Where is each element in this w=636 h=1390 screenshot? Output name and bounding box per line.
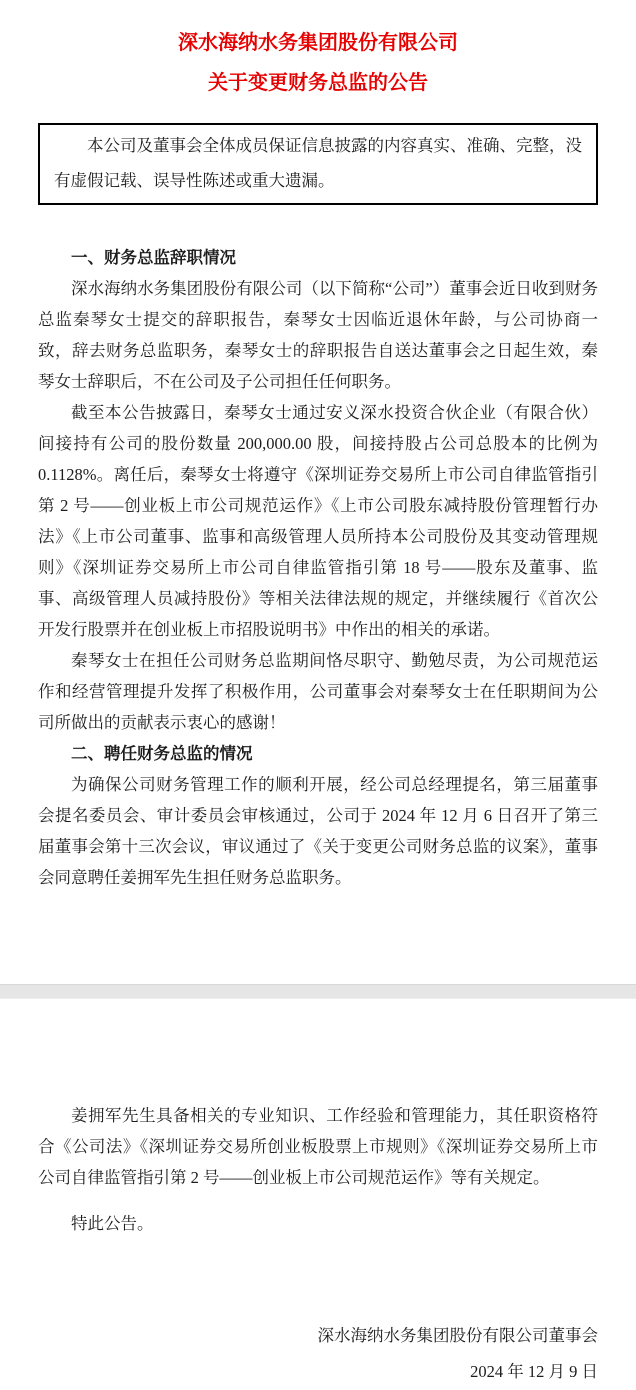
closing-statement: 特此公告。 [71,1214,154,1233]
board-signature: 深水海纳水务集团股份有限公司董事会 [317,1326,598,1345]
qualification-paragraph: 姜拥军先生具备相关的专业知识、工作经验和管理能力，其任职资格符合《公司法》《深圳证券交易所创业板股票上市规则》《深圳证券交易所上市公司自律监管指引第 2 号——创业板上市公司规范运作》等有关规定。 [38,1106,598,1187]
disclaimer-text: 本公司及董事会全体成员保证信息披露的内容真实、准确、完整，没有虚假记载、误导性陈述或重大遗漏。 [54,136,582,190]
section-2-paragraph-1: 为确保公司财务管理工作的顺利开展，经公司总经理提名，第三届董事会提名委员会、审计委员会审核通过，公司于 2024 年 12 月 6 日召开了第三届董事会第十三次会议，审议通过了《关于变更公司财务总监的议案》，董事会同意聘任姜拥军先生担任财务总监职务。 [38,775,598,887]
section-1-heading: 一、财务总监辞职情况 [71,248,236,267]
section-1-paragraph-1: 深水海纳水务集团股份有限公司（以下简称“公司”）董事会近日收到财务总监秦琴女士提交的辞职报告，秦琴女士因临近退休年龄，与公司协商一致，辞去财务总监职务，秦琴女士的辞职报告自送达董事会之日起生效，秦琴女士辞职后，不在公司及子公司担任任何职务。 [38,279,598,391]
disclaimer-box [38,123,598,205]
announcement-date: 2024 年 12 月 9 日 [470,1362,598,1381]
section-1-paragraph-2: 截至本公告披露日，秦琴女士通过安义深水投资合伙企业（有限合伙）间接持有公司的股份数量 200,000.00 股，间接持股占公司总股本的比例为 0.1128%。离任后，秦琴女士将遵守《深圳证券交易所上市公司自律监管指引第 2 号——创业板上市公司规范运作》《上市公司股东减持股份管理暂行办法》《上市公司董事、监事和高级管理人员所持本公司股份及其变动管理规则》《深圳证券交易所上市公司自律监管指引第 18 号——股东及董事、监事、高级管理人员减持股份》等相关法律法规的规定，并继续履行《首次公开发行股票并在创业板上市招股说明书》中作出的相关的承诺。 [38,403,598,639]
announcement-title: 关于变更财务总监的公告 [208,72,428,94]
announcement-page-2 [0,1100,636,1386]
page-break-separator [0,984,636,999]
section-1-paragraph-3: 秦琴女士在担任公司财务总监期间恪尽职守、勤勉尽责，为公司规范运作和经营管理提升发挥了积极作用，公司董事会对秦琴女士在任职期间为公司所做出的贡献表示衷心的感谢！ [38,651,598,732]
section-2-heading: 二、聘任财务总监的情况 [71,744,253,763]
company-title: 深水海纳水务集团股份有限公司 [178,32,458,54]
